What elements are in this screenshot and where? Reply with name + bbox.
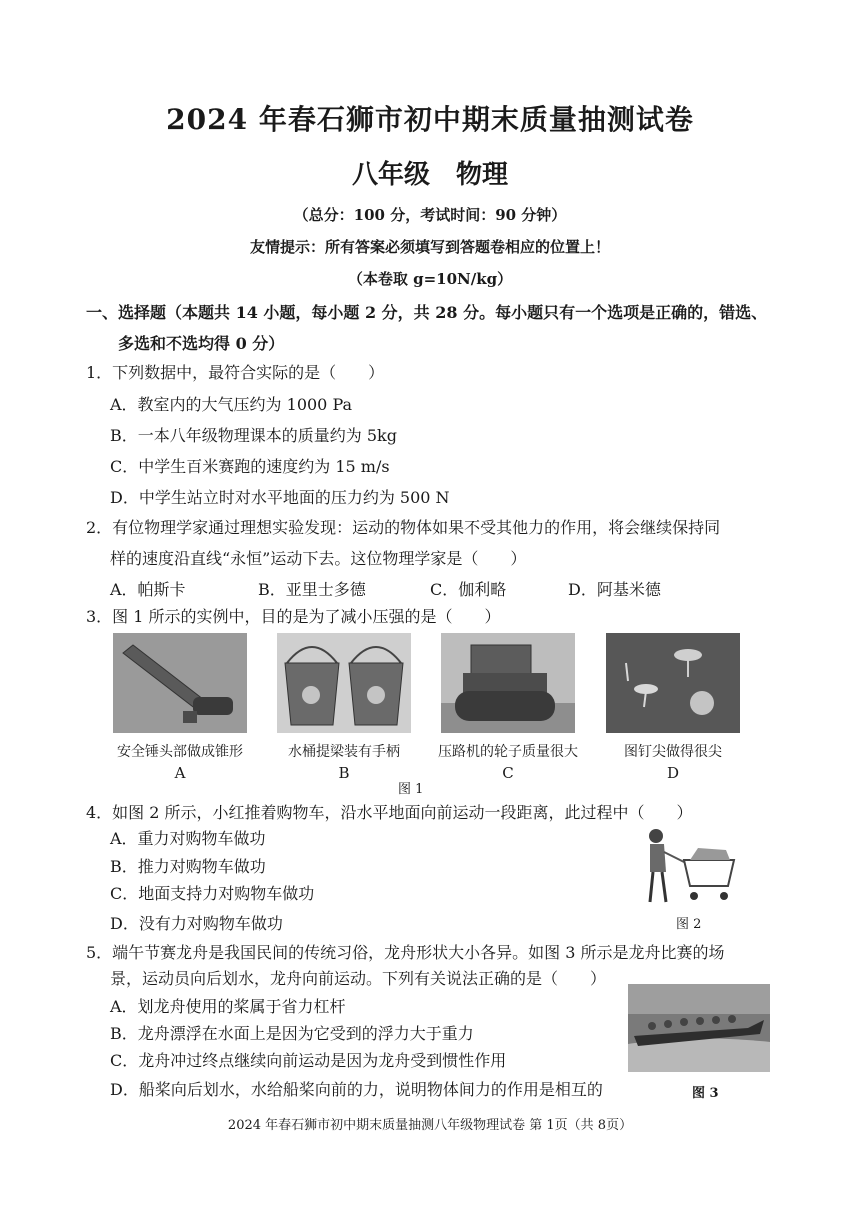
figure-safety-hammer (113, 633, 247, 733)
question-1-option-c: C．中学生百米赛跑的速度约为 15 m/s (110, 457, 390, 476)
figure-buckets (277, 633, 411, 733)
exam-tip: 友情提示：所有答案必须填写到答题卷相应的位置上！ (249, 238, 610, 256)
exam-meta: （总分：100 分，考试时间：90 分钟） (293, 206, 567, 224)
figure-shopping-cart (638, 826, 738, 908)
question-4-option-a: A．重力对购物车做功 (110, 829, 266, 848)
question-2-option-d: D．阿基米德 (568, 580, 661, 599)
question-4-option-b: B．推力对购物车做功 (110, 857, 266, 876)
question-5-stem-line2: 景，运动员向后划水，龙舟向前运动。下列有关说法正确的是（ ） (110, 969, 607, 988)
exam-subtitle: 八年级 物理 (351, 160, 508, 190)
question-5-option-d: D．船桨向后划水，水给船桨向前的力，说明物体间力的作用是相互的 (110, 1080, 603, 1099)
question-1-stem: 1．下列数据中，最符合实际的是（ ） (86, 363, 385, 382)
figure-road-roller (441, 633, 575, 733)
question-1-option-d: D．中学生站立时对水平地面的压力约为 500 N (110, 488, 450, 507)
figure-thumbtacks (606, 633, 740, 733)
question-2-stem-line1: 2．有位物理学家通过理想实验发现：运动的物体如果不受其他力的作用，将会继续保持同 (86, 518, 721, 537)
question-5-option-a: A．划龙舟使用的桨属于省力杠杆 (110, 997, 346, 1016)
question-1-option-b: B．一本八年级物理课本的质量约为 5kg (110, 426, 397, 445)
figure-c-caption: 压路机的轮子质量很大 (438, 744, 578, 760)
question-1-option-a: A．教室内的大气压约为 1000 Pa (110, 395, 353, 414)
question-2-stem-line2: 样的速度沿直线“永恒”运动下去。这位物理学家是（ ） (110, 549, 527, 568)
figure-a-letter: A (174, 764, 186, 782)
question-5-option-b: B．龙舟漂浮在水面上是因为它受到的浮力大于重力 (110, 1024, 474, 1043)
question-4-option-d: D．没有力对购物车做功 (110, 914, 283, 933)
g-note: （本卷取 g=10N/kg） (347, 270, 513, 288)
figure-1-label: 图 1 (398, 782, 424, 797)
question-3-stem: 3．图 1 所示的实例中，目的是为了减小压强的是（ ） (86, 607, 501, 626)
figure-b-caption: 水桶提梁装有手柄 (288, 744, 400, 760)
figure-a-caption: 安全锤头部做成锥形 (117, 744, 243, 760)
figure-d-caption: 图钉尖做得很尖 (624, 744, 722, 760)
figure-dragon-boat (628, 984, 770, 1072)
exam-title: 2024 年春石狮市初中期末质量抽测试卷 (166, 103, 694, 136)
question-4-stem: 4．如图 2 所示，小红推着购物车，沿水平地面向前运动一段距离，此过程中（ ） (86, 803, 693, 822)
section-heading-line1: 一、选择题（本题共 14 小题，每小题 2 分，共 28 分。每小题只有一个选项是正确的，错选、 (86, 303, 768, 322)
question-5-option-c: C．龙舟冲过终点继续向前运动是因为龙舟受到惯性作用 (110, 1051, 507, 1070)
question-5-stem-line1: 5．端午节赛龙舟是我国民间的传统习俗，龙舟形状大小各异。如图 3 所示是龙舟比赛的场 (86, 943, 725, 962)
question-2-option-c: C．伽利略 (430, 580, 507, 599)
figure-d-letter: D (666, 764, 680, 782)
question-4-option-c: C．地面支持力对购物车做功 (110, 884, 315, 903)
figure-2-label: 图 2 (676, 917, 702, 932)
question-2-option-a: A．帕斯卡 (110, 580, 186, 599)
figure-3-label: 图 3 (692, 1086, 719, 1101)
page-footer: 2024 年春石狮市初中期末质量抽测八年级物理试卷 第 1页（共 8页） (227, 1118, 633, 1133)
figure-c-letter: C (502, 764, 514, 782)
figure-b-letter: B (338, 764, 350, 782)
question-2-option-b: B．亚里士多德 (258, 580, 366, 599)
section-heading-line2: 多选和不选均得 0 分） (118, 334, 285, 353)
